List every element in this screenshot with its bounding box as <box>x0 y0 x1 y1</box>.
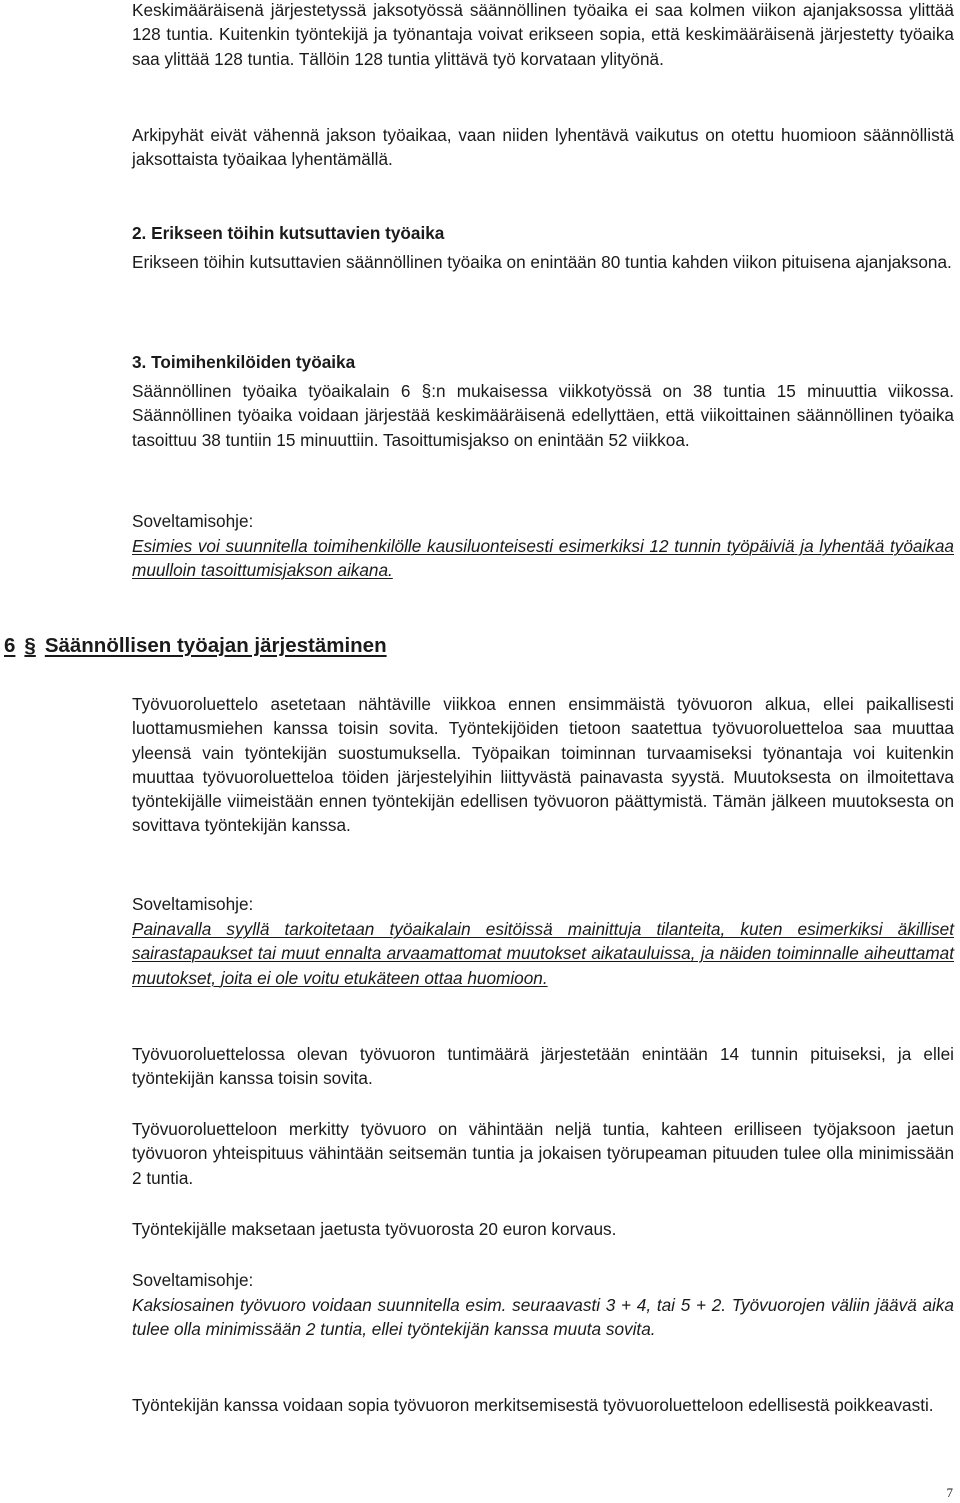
subsection-3-heading: 3. Toimihenkilöiden työaika <box>132 352 356 372</box>
section-6-paragraph-5: Työntekijän kanssa voidaan sopia työvuoron merkitsemisestä työvuoroluetteloon edellisestä poikkeavasti. <box>132 1395 934 1415</box>
guidance-text: Painavalla syyllä tarkoitetaan työaikalain esitöissä mainittuja tilanteita, kuten esimerkiksi äkilliset sairastapaukset tai muut ennalta arvaamattomat muutokset aikatauluissa, ja näiden toiminnalle aiheuttamat muutokset, joita ei ole voitu etukäteen ottaa huomioon. <box>132 919 954 988</box>
section-6-paragraph-4: Työntekijälle maksetaan jaetusta työvuorosta 20 euron korvaus. <box>132 1219 617 1239</box>
page-number: 7 <box>946 1485 953 1500</box>
guidance-label: Soveltamisohje: <box>132 1270 254 1290</box>
guidance-text: Esimies voi suunnitella toimihenkilölle kausiluonteisesti esimerkiksi 12 tunnin työpäiviä ja lyhentää työaikaa muulloin tasoittumisjakson aikana. <box>132 536 954 581</box>
subsection-3-text: Säännöllinen työaika työaikalain 6 §:n mukaisessa viikkotyössä on 38 tuntia 15 minuuttia viikossa. Säännöllinen työaika voidaan järjestää keskimääräisenä edellyttäen, että viikoittainen säännöllinen työaika tasoittuu 38 tuntiin 15 minuuttiin. Tasoittumisjakso on enintään 52 viikkoa. <box>132 381 954 450</box>
guidance-label: Soveltamisohje: <box>132 511 254 531</box>
section-6-paragraph-2: Työvuoroluettelossa olevan työvuoron tuntimäärä järjestetään enintään 14 tunnin pituiseksi, ja ellei työntekijän kanssa toisin sovita. <box>132 1044 954 1089</box>
section-6-title <box>4 633 387 659</box>
holidays-paragraph: Arkipyhät eivät vähennä jakson työaikaa, vaan niiden lyhentävä vaikutus on otettu huomioon säännöllistä jaksottaista työaikaa lyhentämällä. <box>132 125 954 170</box>
section-symbol: § <box>24 634 36 657</box>
section-title-text: Säännöllisen työajan järjestäminen <box>44 634 387 657</box>
guidance-label: Soveltamisohje: <box>132 894 254 914</box>
section-number: 6 <box>4 634 16 657</box>
subsection-2-heading: 2. Erikseen töihin kutsuttavien työaika <box>132 223 445 243</box>
intro-paragraph: Keskimääräisenä järjestetyssä jaksotyössä säännöllinen työaika ei saa kolmen viikon ajanjaksossa ylittää 128 tuntia. Kuitenkin työntekijä ja työnantaja voivat erikseen sopia, että keskimääräisenä järjestetty työaika saa ylittää 128 tuntia. Tällöin 128 tuntia ylittävä työ korvataan ylityönä. <box>132 0 954 69</box>
subsection-2-text: Erikseen töihin kutsuttavien säännöllinen työaika on enintään 80 tuntia kahden viikon pituisena ajanjaksona. <box>132 252 952 272</box>
section-6-paragraph-1: Työvuoroluettelo asetetaan nähtäville viikkoa ennen ensimmäistä työvuoron alkua, ellei paikallisesti luottamusmiehen kanssa toisin sovita. Työntekijöiden tietoon saatettua työvuoroluetteloa saa muuttaa yleensä vain työntekijän suostumuksella. Työpaikan toiminnan turvaamiseksi työnantaja voi kuitenkin muuttaa työvuoroluetteloa töiden järjestelyihin liittyvästä painavasta syystä. Muutoksesta on ilmoitettava työntekijälle viimeistään ennen työntekijän edellisen työvuoron päättymistä. Tämän jälkeen muutoksesta on sovittava työntekijän kanssa. <box>132 694 954 836</box>
section-6-paragraph-3: Työvuoroluetteloon merkitty työvuoro on vähintään neljä tuntia, kahteen erilliseen työjaksoon jaetun työvuoron yhteispituus vähintään seitsemän tuntia ja jokaisen työrupeaman pituuden tulee olla minimissään 2 tuntia. <box>132 1119 954 1188</box>
guidance-text: Kaksiosainen työvuoro voidaan suunnitella esim. seuraavasti 3 + 4, tai 5 + 2. Työvuorojen väliin jäävä aika tulee olla minimissään 2 tuntia, ellei työntekijän kanssa muuta sovita. <box>132 1295 954 1340</box>
